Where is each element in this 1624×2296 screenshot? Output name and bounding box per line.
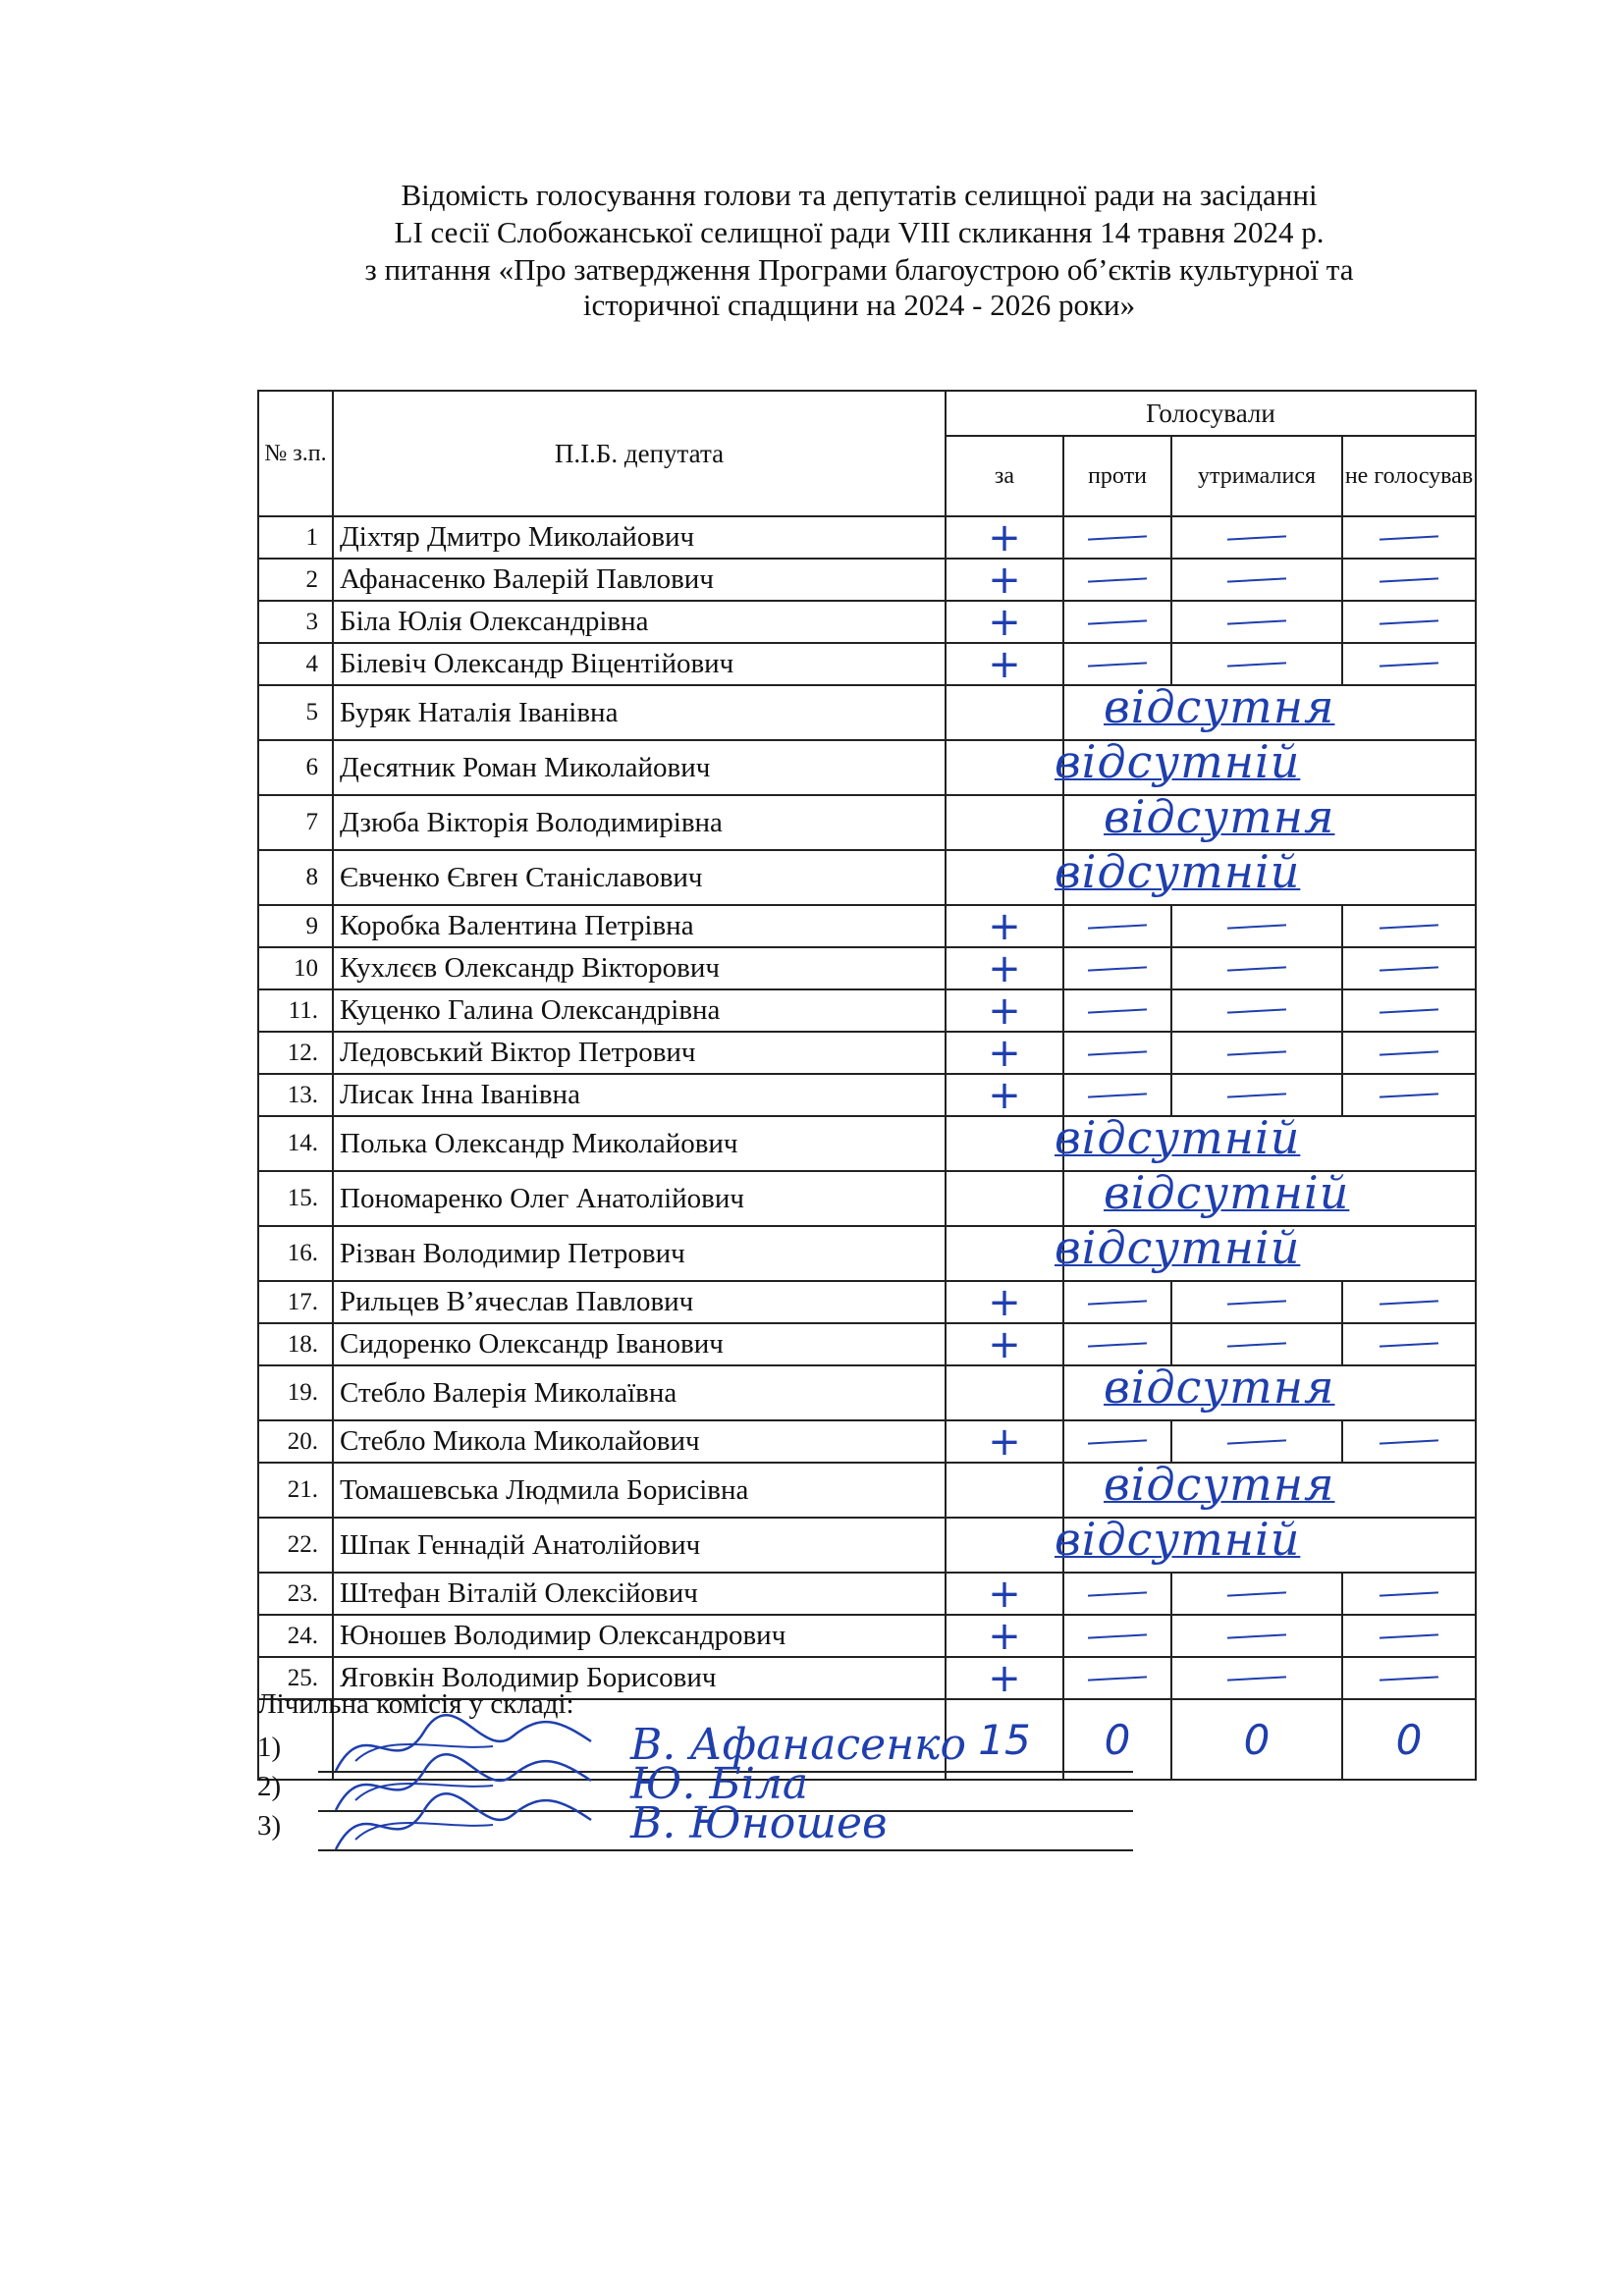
vote-for-cell <box>946 947 1063 989</box>
table-row <box>258 1615 1476 1657</box>
row-number: 18. <box>258 1323 333 1365</box>
vote-against-cell <box>1063 905 1171 947</box>
vote-not-voted-cell <box>1342 1074 1476 1116</box>
vote-for-cell <box>946 740 1063 795</box>
vote-for-cell <box>946 601 1063 643</box>
header-line-1: Відомість голосування голови та депутатів селищної ради на засіданні <box>401 178 1318 212</box>
table-row <box>258 516 1476 559</box>
dash-mark <box>1088 966 1147 971</box>
signature-line <box>257 1798 1141 1853</box>
row-number: 14. <box>258 1116 333 1171</box>
vote-for-cell <box>946 1226 1063 1281</box>
vote-abstain-cell <box>1171 516 1342 559</box>
row-number: 12. <box>258 1032 333 1074</box>
voting-table <box>257 390 1477 1781</box>
deputy-name: Куценко Галина Олександрівна <box>333 989 946 1032</box>
vote-abstain-cell <box>1171 1420 1342 1463</box>
row-number: 9 <box>258 905 333 947</box>
dash-mark <box>1088 619 1147 624</box>
deputy-name: Стебло Валерія Миколаївна <box>333 1365 946 1420</box>
dash-mark <box>1088 1676 1147 1681</box>
dash-mark <box>1088 535 1147 540</box>
dash-mark <box>1227 1050 1286 1055</box>
deputy-name: Сидоренко Олександр Іванович <box>333 1323 946 1365</box>
table-row <box>258 1323 1476 1365</box>
dash-mark <box>1227 924 1286 929</box>
dash-mark <box>1227 1439 1286 1444</box>
dash-mark <box>1227 535 1286 540</box>
vote-abstain-cell <box>1171 1657 1342 1699</box>
vote-for-cell <box>946 1463 1063 1518</box>
dash-mark <box>1088 1300 1147 1305</box>
vote-against-cell <box>1063 601 1171 643</box>
vote-against-cell <box>1063 1420 1171 1463</box>
dash-mark <box>1227 1008 1286 1013</box>
dash-mark <box>1380 1050 1438 1055</box>
vote-for-cell <box>946 559 1063 601</box>
dash-mark <box>1088 1093 1147 1097</box>
deputy-name: Ледовський Віктор Петрович <box>333 1032 946 1074</box>
deputy-name: Пономаренко Олег Анатолійович <box>333 1171 946 1226</box>
vote-for-cell <box>946 1657 1063 1699</box>
row-number: 13. <box>258 1074 333 1116</box>
vote-abstain-cell <box>1171 1032 1342 1074</box>
table-row <box>258 1032 1476 1074</box>
vote-not-voted-cell <box>1342 1032 1476 1074</box>
vote-for-mark: + <box>988 1281 1021 1323</box>
signature-rule <box>318 1849 1133 1851</box>
col-header-abstain: утрималися <box>1171 436 1342 516</box>
vote-for-cell <box>946 1171 1063 1226</box>
total-for: 15 <box>978 1715 1031 1764</box>
absent-cell <box>1063 1361 1476 1420</box>
deputy-name: Десятник Роман Миколайович <box>333 740 946 795</box>
dash-mark <box>1380 1633 1438 1638</box>
row-number: 20. <box>258 1420 333 1463</box>
deputy-name: Полька Олександр Миколайович <box>333 1116 946 1171</box>
dash-mark <box>1088 1633 1147 1638</box>
member-number: 1) <box>257 1732 282 1763</box>
vote-not-voted-cell <box>1342 643 1476 685</box>
vote-against-cell <box>1063 516 1171 559</box>
row-number: 23. <box>258 1573 333 1615</box>
dash-mark <box>1088 1439 1147 1444</box>
vote-against-cell <box>1063 1615 1171 1657</box>
vote-for-mark: + <box>988 1657 1021 1699</box>
deputy-name: Діхтяр Дмитро Миколайович <box>333 516 946 559</box>
vote-abstain-cell <box>1171 559 1342 601</box>
deputy-name: Дзюба Вікторія Володимирівна <box>333 795 946 850</box>
absent-cell <box>1063 1458 1476 1518</box>
absent-mark: відсутня <box>1104 790 1335 843</box>
absent-cell <box>1055 845 1476 905</box>
deputy-name: Стебло Микола Миколайович <box>333 1420 946 1463</box>
total-not-voted: 0 <box>1395 1715 1423 1764</box>
row-number: 11. <box>258 989 333 1032</box>
row-number: 8 <box>258 850 333 905</box>
row-number: 19. <box>258 1365 333 1420</box>
absent-cell <box>1063 790 1476 850</box>
row-number: 3 <box>258 601 333 643</box>
absent-mark: відсутній <box>1104 1166 1350 1219</box>
vote-not-voted-cell <box>1342 905 1476 947</box>
vote-against-cell <box>1063 1281 1171 1323</box>
absent-cell <box>1055 735 1476 795</box>
dash-mark <box>1088 924 1147 929</box>
vote-against-cell <box>1063 1323 1171 1365</box>
absent-mark: відсутня <box>1104 1458 1335 1511</box>
vote-for-mark: + <box>988 559 1021 601</box>
row-number: 4 <box>258 643 333 685</box>
col-number-label: № з.п. <box>264 441 327 466</box>
absent-mark: відсутній <box>1055 1221 1301 1274</box>
vote-abstain-cell <box>1171 601 1342 643</box>
deputy-name: Юношев Володимир Олександрович <box>333 1615 946 1657</box>
col-header-name: П.І.Б. депутата <box>333 391 946 516</box>
dash-mark <box>1380 1591 1438 1596</box>
table-row <box>258 1116 1476 1171</box>
vote-against-cell <box>1063 643 1171 685</box>
total-against: 0 <box>1104 1715 1131 1764</box>
total-abstain: 0 <box>1243 1715 1271 1764</box>
dash-mark <box>1227 1300 1286 1305</box>
absent-cell <box>1063 1166 1476 1226</box>
dash-mark <box>1380 619 1438 624</box>
dash-mark <box>1088 1591 1147 1596</box>
vote-abstain-cell <box>1171 643 1342 685</box>
vote-for-cell <box>946 1281 1063 1323</box>
dash-mark <box>1227 662 1286 667</box>
vote-against-cell <box>1063 947 1171 989</box>
member-name: В. Афанасенко <box>630 1720 966 1770</box>
vote-for-mark: + <box>988 989 1021 1032</box>
vote-against-cell <box>1063 1657 1171 1699</box>
absent-cell <box>1055 1111 1476 1171</box>
deputy-name: Яговкін Володимир Борисович <box>333 1657 946 1699</box>
table-row <box>258 740 1476 795</box>
vote-against-cell <box>1063 559 1171 601</box>
row-number: 15. <box>258 1171 333 1226</box>
deputy-name: Кухлєєв Олександр Вікторович <box>333 947 946 989</box>
total-not-voted-cell <box>1342 1699 1476 1780</box>
absent-cell <box>1055 1221 1476 1281</box>
vote-for-mark: + <box>988 643 1021 685</box>
vote-for-mark: + <box>988 905 1021 947</box>
vote-abstain-cell <box>1171 1281 1342 1323</box>
table-row <box>258 559 1476 601</box>
table-row <box>258 850 1476 905</box>
vote-for-mark: + <box>988 947 1021 989</box>
dash-mark <box>1088 577 1147 582</box>
deputy-name: Різван Володимир Петрович <box>333 1226 946 1281</box>
dash-mark <box>1380 662 1438 667</box>
deputy-name: Штефан Віталій Олексійович <box>333 1573 946 1615</box>
absent-mark: відсутній <box>1055 1513 1301 1566</box>
vote-against-cell <box>1063 1032 1171 1074</box>
vote-for-cell <box>946 643 1063 685</box>
dash-mark <box>1227 1342 1286 1347</box>
vote-not-voted-cell <box>1342 1573 1476 1615</box>
dash-mark <box>1380 535 1438 540</box>
dash-mark <box>1227 1093 1286 1097</box>
table-row <box>258 1074 1476 1116</box>
vote-for-cell <box>946 850 1063 905</box>
row-number: 5 <box>258 685 333 740</box>
vote-abstain-cell <box>1171 1323 1342 1365</box>
vote-for-cell <box>946 685 1063 740</box>
vote-abstain-cell <box>1171 905 1342 947</box>
dash-mark <box>1380 1342 1438 1347</box>
vote-for-mark: + <box>988 1615 1021 1657</box>
vote-for-cell <box>946 1032 1063 1074</box>
vote-not-voted-cell <box>1342 601 1476 643</box>
vote-for-mark: + <box>988 1323 1021 1365</box>
table-row <box>258 1281 1476 1323</box>
vote-for-mark: + <box>988 1032 1021 1074</box>
row-number: 21. <box>258 1463 333 1518</box>
vote-for-cell <box>946 1518 1063 1573</box>
row-number: 7 <box>258 795 333 850</box>
absent-mark: відсутня <box>1104 680 1335 733</box>
vote-abstain-cell <box>1171 1615 1342 1657</box>
table-row <box>258 1365 1476 1420</box>
absent-cell <box>1063 680 1476 740</box>
table-row <box>258 685 1476 740</box>
absent-cell <box>1055 1513 1476 1573</box>
vote-for-cell <box>946 1365 1063 1420</box>
header-line-4: історичної спадщини на 2024 - 2026 роки» <box>582 288 1136 322</box>
table-row <box>258 1226 1476 1281</box>
col-header-not-voted: не голосував <box>1342 436 1476 516</box>
vote-not-voted-cell <box>1342 1420 1476 1463</box>
row-number: 25. <box>258 1657 333 1699</box>
table-row <box>258 1420 1476 1463</box>
table-row <box>258 1518 1476 1573</box>
vote-for-cell <box>946 1074 1063 1116</box>
vote-against-cell <box>1063 1573 1171 1615</box>
deputy-name: Рильцев В’ячеслав Павлович <box>333 1281 946 1323</box>
deputy-name: Томашевська Людмила Борисівна <box>333 1463 946 1518</box>
vote-not-voted-cell <box>1342 559 1476 601</box>
vote-for-cell <box>946 516 1063 559</box>
dash-mark <box>1088 1342 1147 1347</box>
row-number: 6 <box>258 740 333 795</box>
dash-mark <box>1227 966 1286 971</box>
dash-mark <box>1088 662 1147 667</box>
vote-for-cell <box>946 795 1063 850</box>
dash-mark <box>1380 577 1438 582</box>
member-number: 2) <box>257 1771 282 1802</box>
table-row <box>258 1171 1476 1226</box>
table-row <box>258 905 1476 947</box>
header-line-3: з питання «Про затвердження Програми благоустрою об’єктів культурної та <box>364 252 1354 287</box>
header-line-2: LI сесії Слобожанської селищної ради VIII скликання 14 травня 2024 р. <box>394 215 1325 249</box>
deputy-name: Лисак Інна Іванівна <box>333 1074 946 1116</box>
absent-mark: відсутній <box>1055 1111 1301 1164</box>
deputy-name: Буряк Наталія Іванівна <box>333 685 946 740</box>
row-number: 24. <box>258 1615 333 1657</box>
deputy-name: Білевіч Олександр Віцентійович <box>333 643 946 685</box>
vote-not-voted-cell <box>1342 947 1476 989</box>
row-number: 22. <box>258 1518 333 1573</box>
vote-for-cell <box>946 1323 1063 1365</box>
dash-mark <box>1380 1093 1438 1097</box>
col-header-against: проти <box>1063 436 1171 516</box>
absent-mark: відсутня <box>1104 1361 1335 1414</box>
commission-title: Лічильна комісія у складі: <box>257 1688 574 1720</box>
member-number: 3) <box>257 1810 282 1842</box>
dash-mark <box>1227 577 1286 582</box>
member-name: В. Юношев <box>630 1798 888 1848</box>
vote-abstain-cell <box>1171 947 1342 989</box>
signature-scribble <box>316 1781 611 1869</box>
row-number: 2 <box>258 559 333 601</box>
row-number: 1 <box>258 516 333 559</box>
vote-against-cell <box>1063 989 1171 1032</box>
row-number: 16. <box>258 1226 333 1281</box>
deputy-name: Шпак Геннадій Анатолійович <box>333 1518 946 1573</box>
dash-mark <box>1227 619 1286 624</box>
vote-abstain-cell <box>1171 989 1342 1032</box>
vote-for-cell <box>946 1573 1063 1615</box>
vote-not-voted-cell <box>1342 1323 1476 1365</box>
absent-mark: відсутній <box>1055 735 1301 788</box>
dash-mark <box>1380 1300 1438 1305</box>
dash-mark <box>1380 1676 1438 1681</box>
table-row <box>258 989 1476 1032</box>
vote-against-cell <box>1063 1074 1171 1116</box>
deputy-name: Афанасенко Валерій Павлович <box>333 559 946 601</box>
deputy-name: Євченко Євген Станіславович <box>333 850 946 905</box>
document-header <box>245 177 1473 324</box>
vote-not-voted-cell <box>1342 989 1476 1032</box>
dash-mark <box>1227 1676 1286 1681</box>
col-header-number <box>258 391 333 516</box>
dash-mark <box>1380 924 1438 929</box>
col-header-voted: Голосували <box>946 391 1476 436</box>
dash-mark <box>1088 1050 1147 1055</box>
member-name: Ю. Біла <box>630 1759 809 1809</box>
vote-not-voted-cell <box>1342 516 1476 559</box>
table-row <box>258 1573 1476 1615</box>
vote-for-mark: + <box>988 1074 1021 1116</box>
dash-mark <box>1227 1591 1286 1596</box>
dash-mark <box>1380 966 1438 971</box>
table-row <box>258 1463 1476 1518</box>
vote-abstain-cell <box>1171 1573 1342 1615</box>
vote-not-voted-cell <box>1342 1615 1476 1657</box>
table-row <box>258 643 1476 685</box>
vote-for-cell <box>946 905 1063 947</box>
vote-abstain-cell <box>1171 1074 1342 1116</box>
vote-for-mark: + <box>988 1573 1021 1615</box>
vote-for-cell <box>946 1615 1063 1657</box>
dash-mark <box>1227 1633 1286 1638</box>
row-number: 17. <box>258 1281 333 1323</box>
deputy-name: Біла Юлія Олександрівна <box>333 601 946 643</box>
vote-for-mark: + <box>988 601 1021 643</box>
dash-mark <box>1088 1008 1147 1013</box>
col-header-for: за <box>946 436 1063 516</box>
vote-not-voted-cell <box>1342 1281 1476 1323</box>
vote-not-voted-cell <box>1342 1657 1476 1699</box>
total-abstain-cell <box>1171 1699 1342 1780</box>
row-number: 10 <box>258 947 333 989</box>
vote-for-mark: + <box>988 1420 1021 1463</box>
vote-for-cell <box>946 1420 1063 1463</box>
dash-mark <box>1380 1439 1438 1444</box>
absent-mark: відсутній <box>1055 845 1301 898</box>
dash-mark <box>1380 1008 1438 1013</box>
vote-for-mark: + <box>988 516 1021 559</box>
voting-table-body <box>258 516 1476 1780</box>
vote-for-cell <box>946 1116 1063 1171</box>
vote-for-cell <box>946 989 1063 1032</box>
deputy-name: Коробка Валентина Петрівна <box>333 905 946 947</box>
table-row <box>258 795 1476 850</box>
table-row <box>258 947 1476 989</box>
table-row <box>258 601 1476 643</box>
